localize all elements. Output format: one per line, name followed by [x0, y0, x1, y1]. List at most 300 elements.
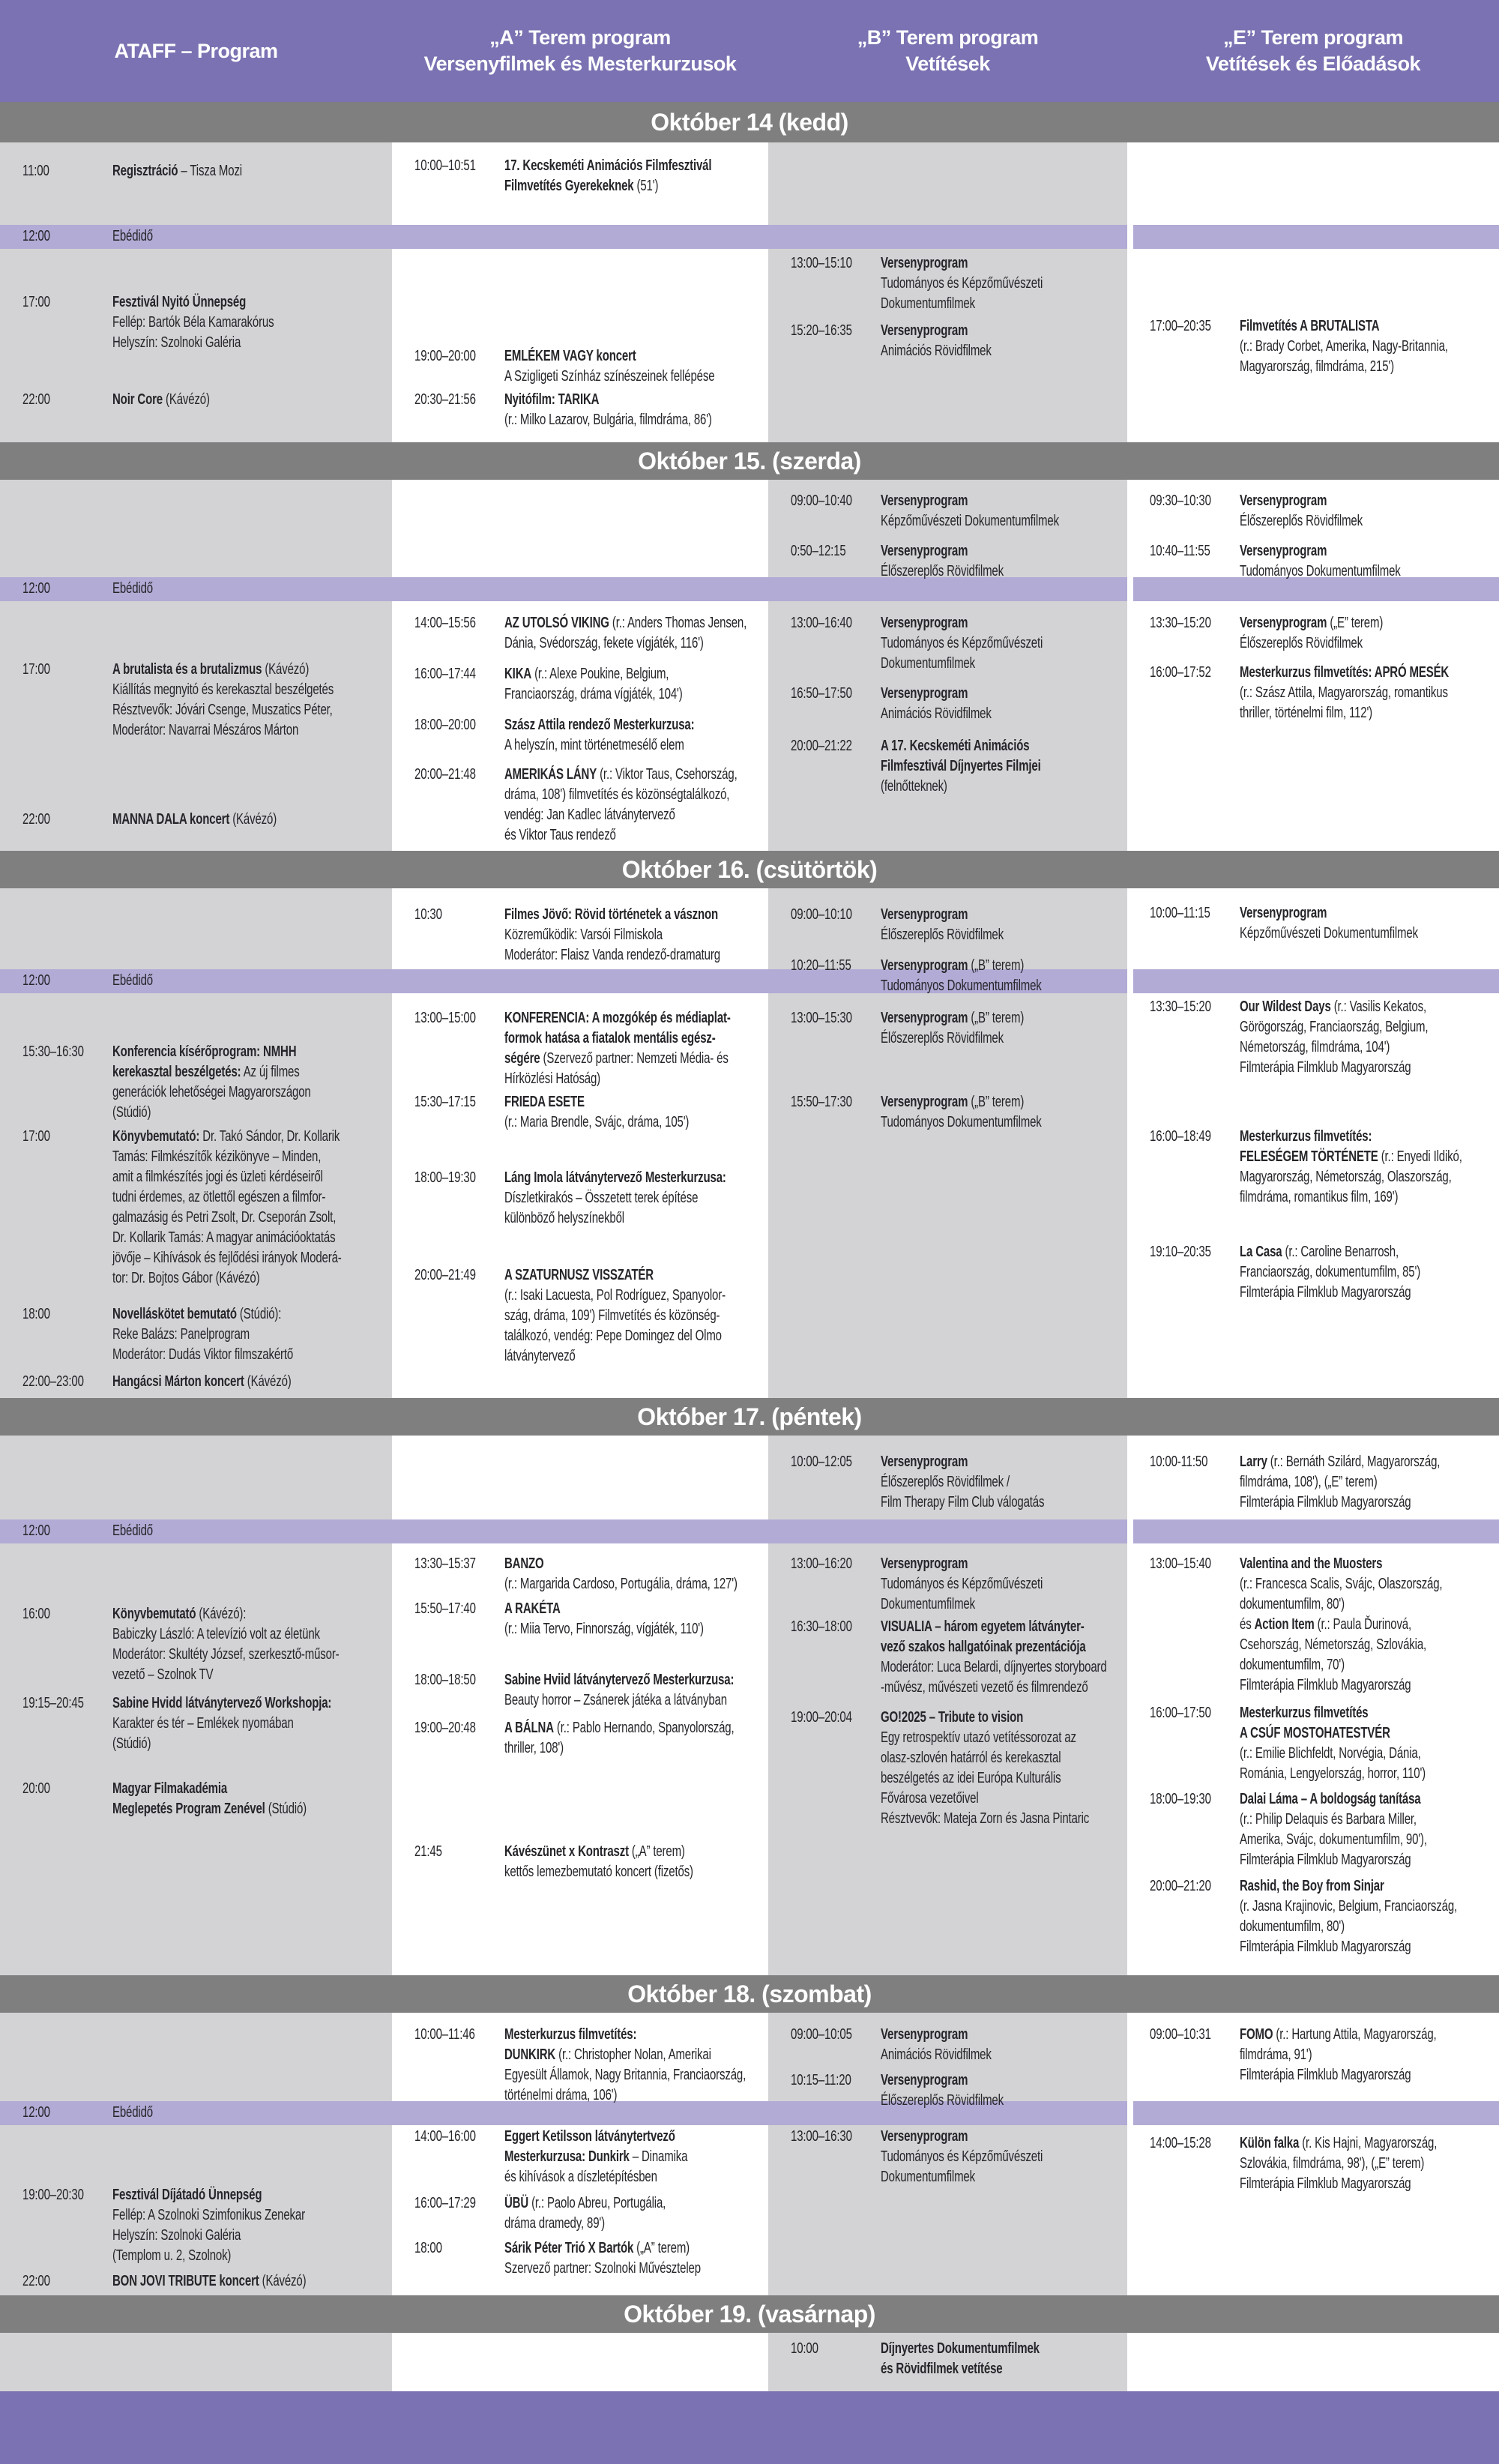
entry-text-line [1240, 1764, 1492, 1784]
entry-title-text: Versenyprogram [881, 2026, 968, 2043]
entry-description [881, 613, 1120, 674]
lunch-band [1133, 2101, 1499, 2125]
program-entry-d2-c3-3 [791, 613, 1120, 674]
entry-text-line [504, 156, 761, 176]
program-entry-d5-c3-1 [791, 2025, 1120, 2065]
entry-time: 13:00–15:00 [414, 1010, 476, 1026]
entry-detail-text: (r.: Hartung Attila, Magyarország, [1273, 2026, 1437, 2043]
entry-detail-text: amit a filmkészítés jogi és üzleti kérdéseiről [112, 1169, 323, 1185]
entry-title-text: BANZO [504, 1555, 544, 1572]
entry-description [881, 2127, 1120, 2187]
entry-title-text: La Casa [1240, 1244, 1282, 1260]
entry-detail-text: Moderátor: Dudás Viktor filmszakértő [112, 1346, 294, 1363]
entry-detail-text: Tudományos és Képzőművészeti [881, 635, 1043, 651]
entry-detail-text: és kihívások a díszletépítésben [504, 2169, 657, 2185]
entry-text-line [504, 1306, 761, 1326]
entry-description [112, 1604, 384, 1685]
entry-description [504, 1599, 761, 1639]
entry-detail-text: („B” terem) [968, 1094, 1025, 1110]
entry-text-line [504, 1718, 761, 1738]
entry-time: 10:40–11:55 [1150, 543, 1210, 559]
entry-text-line [881, 253, 1120, 274]
entry-time: 10:00 [791, 2340, 818, 2357]
entry-title-text: Regisztráció [112, 163, 178, 179]
day-section-2 [0, 480, 1499, 851]
entry-text-line [881, 2127, 1120, 2147]
entry-text-line [504, 2085, 761, 2106]
entry-text-line [881, 1092, 1120, 1112]
program-entry-d2-c2-4 [414, 765, 761, 846]
entry-title-text: AMERIKÁS LÁNY [504, 766, 597, 783]
entry-text-line [504, 1554, 761, 1574]
entry-detail-text: Hírközlési Hatóság) [504, 1070, 601, 1087]
entry-description [112, 1779, 384, 1819]
entry-title-text: Filmvetítés Gyerekeknek [504, 178, 634, 194]
entry-description [504, 765, 761, 846]
program-entry-d3-c3-4 [791, 1092, 1120, 1133]
entry-text-line [504, 613, 761, 633]
entry-text-line [881, 1768, 1120, 1789]
entry-time: 18:00–18:50 [414, 1672, 476, 1688]
entry-time: 16:00–17:52 [1150, 664, 1211, 681]
entry-description [504, 346, 761, 387]
entry-detail-text: találkozó, vendég: Pepe Domingez del Olmo [504, 1328, 722, 1344]
entry-detail-text: (Kávézó) [259, 2273, 307, 2289]
entry-detail-text: Filmterápia Filmklub Magyarország [1240, 1284, 1411, 1301]
entry-text-line [112, 1799, 384, 1819]
entry-text-line [112, 1268, 384, 1289]
entry-text-line [504, 684, 761, 705]
entry-text-line [881, 1028, 1120, 1049]
program-entry-d1-c2-2 [414, 346, 761, 387]
entry-text-line [504, 715, 761, 735]
entry-text-line [1240, 337, 1492, 357]
entry-text-line [112, 1604, 384, 1624]
entry-text-line [112, 720, 384, 741]
program-entry-d3-c4-1 [1150, 903, 1492, 944]
entry-description [112, 1372, 384, 1392]
entry-detail-text: Résztvevők: Mateja Zorn és Jasna Pintaric [881, 1810, 1090, 1827]
entry-text-line [881, 736, 1120, 756]
entry-detail-text: Beauty horror – Zsánerek játéka a látványban [504, 1692, 727, 1708]
entry-detail-text: Filmterápia Filmklub Magyarország [1240, 1059, 1411, 1076]
entry-detail-text: különböző helyszínekből [504, 1210, 624, 1226]
entry-text-line [1240, 541, 1492, 561]
entry-time: 17:00–20:35 [1150, 318, 1211, 334]
entry-description [504, 905, 761, 966]
entry-description [504, 2127, 761, 2187]
entry-title-text: Fesztivál Díjátadó Ünnepség [112, 2187, 262, 2203]
entry-text-line [1240, 2133, 1492, 2154]
entry-description [112, 2185, 384, 2266]
entry-detail-text: Moderátor: Navarrai Mészáros Márton [112, 722, 299, 738]
program-entry-d1-c1-3 [22, 390, 384, 410]
entry-description [881, 2070, 1120, 2111]
entry-text-line [1240, 561, 1492, 582]
entry-detail-text: Fővárosa vezetőivel [881, 1790, 979, 1807]
entry-text-line [112, 292, 384, 313]
entry-title-text: VISUALIA – három egyetem látványter- [881, 1618, 1085, 1635]
day-section-5 [0, 2013, 1499, 2295]
entry-title-text: Versenyprogram [881, 906, 968, 923]
entry-text-line [1240, 613, 1492, 633]
entry-title-text: Versenyprogram [1240, 905, 1327, 921]
entry-detail-text: (Stúdió) [265, 1801, 307, 1817]
entry-text-line [504, 410, 761, 430]
entry-description [1240, 541, 1492, 582]
entry-text-line [112, 1062, 384, 1082]
entry-detail-text: (r.: Paula Ďurinová, [1314, 1616, 1412, 1633]
day-band-label: Október 19. (vasárnap) [624, 2300, 875, 2328]
entry-description [112, 2271, 384, 2292]
entry-description [1240, 1127, 1492, 1208]
column-background-1 [0, 2333, 392, 2391]
entry-title-text: A CSÚF MOSTOHATESTVÉR [1240, 1725, 1390, 1741]
entry-time: 17:00 [22, 1128, 50, 1145]
entry-detail-text: (r.: Viktor Taus, Csehország, [597, 766, 738, 783]
program-entry-d2-c3-5 [791, 736, 1120, 797]
entry-text-line [504, 1670, 761, 1690]
entry-text-line [504, 1049, 761, 1069]
entry-text-line [881, 294, 1120, 314]
entry-text-line [112, 1714, 384, 1734]
entry-text-line [504, 1092, 761, 1112]
entry-time: 10:00–11:15 [1150, 905, 1210, 921]
entry-detail-text: (Kávézó) [229, 811, 277, 828]
entry-text-line [504, 1862, 761, 1882]
entry-description [881, 1554, 1120, 1615]
lunch-label-row [22, 2103, 384, 2123]
entry-text-line [112, 1665, 384, 1685]
entry-detail-text: galmazásig és Petri Zsolt, Dr. Cseporán Zsolt, [112, 1209, 337, 1226]
entry-text-line [881, 2091, 1120, 2111]
entry-detail-text: (Szervező partner: Nemzeti Média- és [540, 1050, 729, 1067]
entry-detail-text: Helyszín: Szolnoki Galéria [112, 2227, 241, 2244]
entry-detail-text: Az új filmes [241, 1064, 300, 1080]
entry-detail-text: (r.: Miia Tervo, Finnország, vígjáték, 110') [504, 1621, 704, 1637]
entry-title-text: EMLÉKEM VAGY koncert [504, 348, 636, 364]
entry-text-line [504, 1112, 761, 1133]
entry-text-line [112, 161, 384, 181]
entry-text-line [112, 680, 384, 700]
entry-detail-text: („A” terem) [628, 1843, 685, 1860]
entry-text-line [881, 956, 1120, 976]
entry-description [504, 390, 761, 430]
entry-text-line [504, 1188, 761, 1208]
entry-time: 20:00–21:48 [414, 766, 476, 783]
entry-text-line [112, 1082, 384, 1103]
entry-title-text: Novelláskötet bemutató [112, 1306, 237, 1322]
program-entry-d4-c4-1 [1150, 1452, 1492, 1513]
entry-detail-text: thriller, 108') [504, 1740, 564, 1756]
entry-text-line [1240, 1472, 1492, 1492]
entry-time: 13:30–15:20 [1150, 998, 1211, 1015]
entry-text-line [1240, 1167, 1492, 1187]
entry-text-line [1240, 1897, 1492, 1917]
entry-detail-text: Tamás: Filmkészítők kézikönyve – Minden, [112, 1148, 322, 1165]
entry-text-line [1240, 2065, 1492, 2085]
entry-detail-text: (r.: Enyedi Ildikó, [1378, 1148, 1462, 1165]
entry-text-line [1240, 1703, 1492, 1723]
entry-detail-text: Filmterápia Filmklub Magyarország [1240, 1494, 1411, 1510]
entry-text-line [504, 1326, 761, 1346]
entry-title-text: Versenyprogram [881, 322, 968, 339]
entry-text-line [881, 1637, 1120, 1657]
entry-text-line [112, 1248, 384, 1268]
entry-time: 19:15–20:45 [22, 1695, 84, 1711]
entry-title-text: Díjnyertes Dokumentumfilmek [881, 2340, 1040, 2357]
entry-time: 13:00–16:40 [791, 615, 852, 631]
entry-time: 13:00–15:40 [1150, 1555, 1211, 1572]
entry-title-text: Hangácsi Márton koncert [112, 1373, 244, 1390]
entry-detail-text: -művész, művészeti vezető és filmrendező [881, 1679, 1088, 1696]
entry-description [881, 736, 1120, 797]
program-entry-d3-c1-2 [22, 1127, 384, 1289]
entry-detail-text: dokumentumfilm, 80') [1240, 1596, 1345, 1612]
entry-detail-text: („B” terem) [968, 957, 1025, 974]
entry-detail-text: Élőszereplős Rövidfilmek [881, 563, 1004, 579]
entry-description [881, 1008, 1120, 1049]
entry-text-line [504, 1619, 761, 1639]
entry-text-line [504, 1690, 761, 1711]
entry-text-line [112, 1734, 384, 1754]
program-entry-d4-c3-1 [791, 1452, 1120, 1513]
entry-title-text: Sabine Hviid látványtervező Mesterkurzusa: [504, 1672, 735, 1688]
entry-detail-text: dokumentumfilm, 70') [1240, 1657, 1345, 1673]
entry-description [504, 156, 761, 196]
entry-title-text: Könyvbemutató [112, 1606, 196, 1622]
entry-detail-text: (Stúdió) [112, 1104, 151, 1121]
entry-description [504, 1670, 761, 1711]
entry-text-line [112, 700, 384, 720]
entry-text-line [112, 1208, 384, 1228]
program-entry-d5-c3-3 [791, 2127, 1120, 2187]
program-entry-d3-c2-4 [414, 1168, 761, 1229]
entry-detail-text: filmdráma, 91') [1240, 2046, 1312, 2063]
entry-time: 18:00–19:30 [1150, 1791, 1211, 1807]
entry-time: 13:30–15:37 [414, 1555, 476, 1572]
entry-detail-text: – Dinamika [629, 2148, 688, 2165]
entry-text-line [112, 1325, 384, 1345]
entry-title-text: Mesterkurzus filmvetítés [1240, 1705, 1369, 1721]
entry-title-text: és Rövidfilmek vetítése [881, 2361, 1003, 2377]
entry-title-text: Our Wildest Days [1240, 998, 1331, 1015]
header-title: „A” Terem program [489, 26, 671, 49]
entry-text-line [881, 511, 1120, 531]
entry-detail-text: Tudományos és Képzőművészeti [881, 2148, 1043, 2165]
entry-detail-text: Szlovákia, filmdráma, 98'), („E” terem) [1240, 2155, 1425, 2172]
program-entry-d4-c4-5 [1150, 1876, 1492, 1957]
entry-description [881, 956, 1120, 996]
header-title: „E” Terem program [1222, 26, 1404, 49]
entry-title-text: Versenyprogram [881, 1454, 968, 1470]
entry-title-text: Versenyprogram [881, 1555, 968, 1572]
entry-detail-text: Élőszereplős Rövidfilmek [1240, 635, 1363, 651]
program-entry-d4-c3-4 [791, 1708, 1120, 1829]
entry-detail-text: szág, dráma, 109') Filmvetítés és közönség- [504, 1307, 720, 1324]
entry-detail-text: (r.: Szász Attila, Magyarország, romantikus [1240, 684, 1448, 701]
entry-description [881, 321, 1120, 361]
entry-title-text: KONFERENCIA: A mozgókép és médiaplat- [504, 1010, 731, 1026]
entry-detail-text: (r.: Pablo Hernando, Spanyolország, [553, 1720, 735, 1736]
entry-text-line [504, 1842, 761, 1862]
entry-title-text: Filmes Jövő: Rövid történetek a vásznon [504, 906, 719, 923]
entry-title-text: Larry [1240, 1454, 1267, 1470]
program-entry-d4-c2-2 [414, 1599, 761, 1639]
program-entry-d3-c1-4 [22, 1372, 384, 1392]
entry-time: 20:00–21:22 [791, 738, 852, 754]
entry-time: 16:00–17:44 [414, 666, 476, 682]
entry-text-line [1240, 2045, 1492, 2065]
entry-text-line [881, 777, 1120, 797]
entry-title-text: Meglepetés Program Zenével [112, 1801, 265, 1817]
entry-detail-text: Fellép: Bartók Béla Kamarakórus [112, 314, 274, 331]
entry-text-line [112, 2271, 384, 2292]
entry-text-line [1240, 511, 1492, 531]
program-entry-d4-c3-3 [791, 1617, 1120, 1698]
entry-time: 18:00–20:00 [414, 717, 476, 733]
entry-description [504, 1265, 761, 1367]
entry-title-text: Magyar Filmakadémia [112, 1780, 228, 1797]
entry-title-text: Sárik Péter Trió X Bartók [504, 2240, 634, 2256]
program-entry-d3-c2-2 [414, 1008, 761, 1089]
entry-text-line [504, 1208, 761, 1229]
entry-time: 20:00 [22, 1780, 50, 1797]
day-band-5 [0, 1975, 1499, 2013]
entry-detail-text: (Kávézó) [262, 661, 310, 678]
entry-detail-text: dráma dramedy, 89') [504, 2215, 605, 2232]
entry-description [504, 1092, 761, 1133]
lunch-label: Ebédidő [112, 228, 153, 244]
program-entry-d1-c1-1 [22, 161, 384, 181]
entry-text-line [112, 1127, 384, 1147]
entry-text-line [504, 925, 761, 945]
entry-text-line [504, 2045, 761, 2065]
entry-text-line [112, 2246, 384, 2266]
entry-title-text: Versenyprogram [881, 255, 968, 271]
entry-detail-text: Görögország, Franciaország, Belgium, [1240, 1019, 1429, 1035]
entry-time: 18:00–19:30 [414, 1169, 476, 1186]
entry-detail-text: Amerika, Svájc, dokumentumfilm, 90'), [1240, 1831, 1427, 1848]
entry-detail-text: generációk lehetőségei Magyarországon [112, 1084, 311, 1100]
entry-time: 10:20–11:55 [791, 957, 851, 974]
entry-detail-text: („A” terem) [633, 2240, 690, 2256]
program-entry-d2-c3-2 [791, 541, 1120, 582]
entry-time: 16:50–17:50 [791, 685, 852, 702]
entry-title-text: Versenyprogram [1240, 543, 1327, 559]
entry-time: 16:00–17:29 [414, 2195, 476, 2211]
entry-detail-text: Dokumentumfilmek [881, 295, 975, 312]
entry-text-line [881, 2167, 1120, 2187]
entry-detail-text: (r.: Philip Delaquis és Barbara Miller, [1240, 1811, 1417, 1828]
entry-title-text: Versenyprogram [881, 1094, 968, 1110]
entry-detail-text: (r.: Caroline Benarrosh, [1282, 1244, 1399, 1260]
day-band-3 [0, 851, 1499, 888]
entry-detail-text: Élőszereplős Rövidfilmek [881, 1030, 1004, 1046]
entry-description [881, 2339, 1120, 2379]
entry-detail-text: Élőszereplős Rövidfilmek / [881, 1474, 1010, 1490]
day-section-3 [0, 888, 1499, 1398]
lunch-time: 12:00 [22, 580, 50, 597]
entry-detail-text: („B” terem) [968, 1010, 1025, 1026]
entry-title-text: A SZATURNUSZ VISSZATÉR [504, 1267, 654, 1283]
entry-title-text: Könyvbemutató: [112, 1128, 200, 1145]
entry-detail-text: (r.: Vasilis Kekatos, [1330, 998, 1426, 1015]
day-band-1 [0, 102, 1499, 142]
entry-text-line [504, 2025, 761, 2045]
entry-detail-text: látványtervező [504, 1348, 576, 1364]
program-entry-d3-c4-4 [1150, 1242, 1492, 1303]
entry-text-line [1240, 1789, 1492, 1810]
entry-detail-text: (r.: Paolo Abreu, Portugália, [528, 2195, 666, 2211]
entry-time: 16:00 [22, 1606, 50, 1622]
program-entry-d1-c4-1 [1150, 316, 1492, 377]
program-entry-d5-c1-1 [22, 2185, 384, 2266]
entry-title-text: Versenyprogram [1240, 493, 1327, 509]
entry-text-line [881, 1594, 1120, 1615]
entry-title-text: A 17. Kecskeméti Animációs [881, 738, 1030, 754]
entry-description [1240, 903, 1492, 944]
entry-text-line [881, 1492, 1120, 1513]
entry-detail-text: (r.: Margarida Cardoso, Portugália, dráma, 127') [504, 1576, 738, 1592]
entry-text-line [1240, 1058, 1492, 1078]
entry-description [112, 292, 384, 353]
entry-description [504, 2238, 761, 2279]
entry-time: 16:00–18:49 [1150, 1128, 1211, 1145]
program-entry-d4-c1-1 [22, 1604, 384, 1685]
entry-description [112, 810, 384, 830]
entry-detail-text: (Kávézó) [162, 391, 210, 408]
entry-detail-text: (r.: Maria Brendle, Svájc, dráma, 105') [504, 1114, 690, 1130]
program-entry-d5-c2-2 [414, 2127, 761, 2187]
entry-time: 09:00–10:05 [791, 2026, 852, 2043]
entry-detail-text: (Kávézó) [244, 1373, 292, 1390]
program-entry-d4-c2-5 [414, 1842, 761, 1882]
entry-text-line [504, 1346, 761, 1367]
entry-text-line [881, 541, 1120, 561]
entry-title-text: Rashid, the Boy from Sinjar [1240, 1878, 1384, 1894]
program-entry-d3-c4-2 [1150, 997, 1492, 1078]
entry-detail-text: Kiállítás megnyitó és kerekasztal beszélgetés [112, 681, 334, 698]
program-entry-d5-c2-1 [414, 2025, 761, 2106]
entry-text-line [881, 613, 1120, 633]
entry-text-line [881, 341, 1120, 361]
entry-detail-text: és Viktor Taus rendező [504, 827, 616, 843]
entry-text-line [881, 1657, 1120, 1678]
entry-time: 09:00–10:40 [791, 493, 852, 509]
entry-detail-text: filmdráma, romantikus film, 169') [1240, 1189, 1399, 1205]
entry-title-text: Versenyprogram [881, 493, 968, 509]
entry-detail-text: Románia, Lengyelország, horror, 110') [1240, 1765, 1426, 1782]
header-subtitle: Versenyfilmek és Mesterkurzusok [423, 52, 737, 75]
program-entry-d1-c2-3 [414, 390, 761, 430]
entry-detail-text: (Stúdió): [236, 1306, 282, 1322]
entry-text-line [504, 2214, 761, 2234]
entry-text-line [504, 633, 761, 654]
entry-detail-text: Magyarország, filmdráma, 215') [1240, 358, 1394, 375]
program-entry-d1-c3-1 [791, 253, 1120, 314]
entry-text-line [112, 1372, 384, 1392]
day-band-label: Október 14 (kedd) [651, 108, 848, 136]
entry-text-line [504, 176, 761, 196]
entry-detail-text: Dokumentumfilmek [881, 1596, 975, 1612]
entry-description [504, 613, 761, 654]
entry-text-line [881, 1748, 1120, 1768]
entry-text-line [1240, 924, 1492, 944]
entry-detail-text: Animációs Rövidfilmek [881, 2046, 992, 2063]
entry-description [881, 1708, 1120, 1829]
entry-detail-text: Képzőművészeti Dokumentumfilmek [881, 513, 1059, 529]
